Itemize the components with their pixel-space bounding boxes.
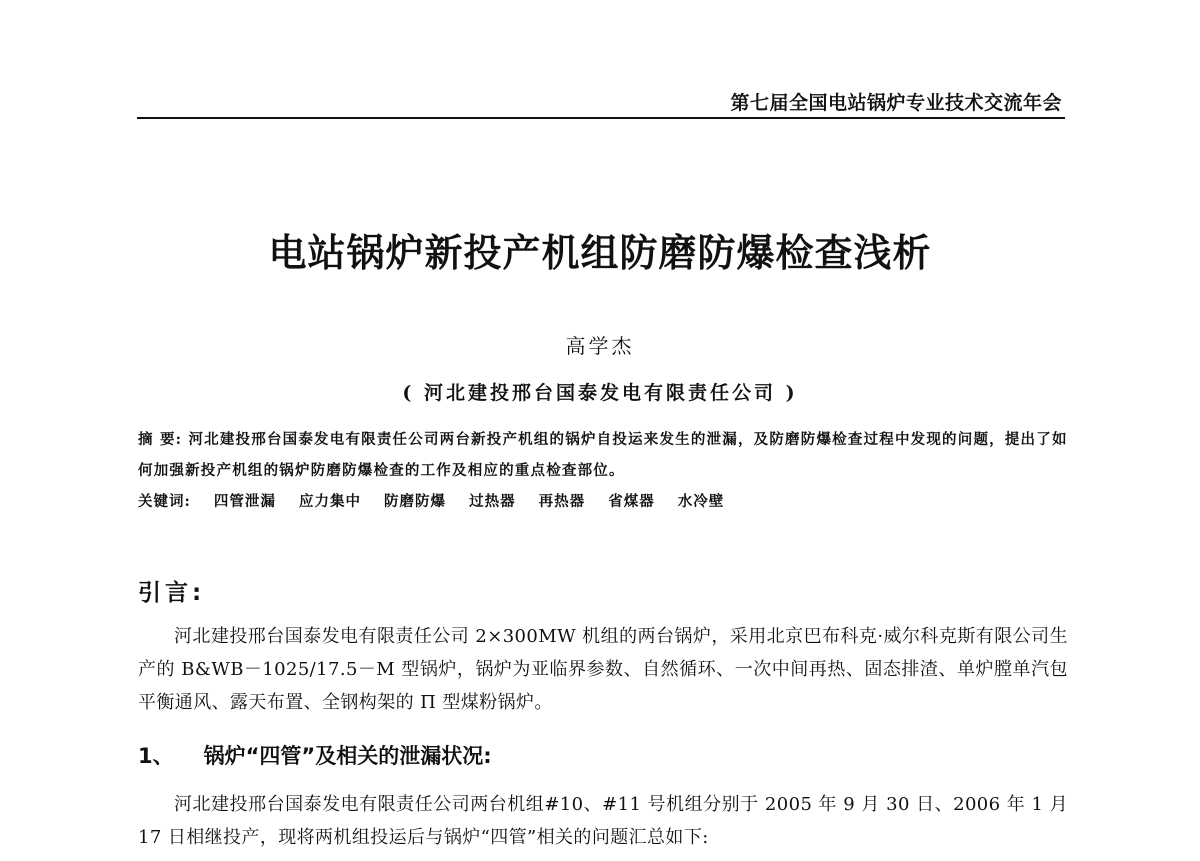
intro-heading: 引言: bbox=[138, 580, 206, 606]
section-1-paragraph: 河北建投邢台国泰发电有限责任公司两台机组#10、#11 号机组分别于 2005 年 9 月 30 日、2006 年 1 月 17 日相继投产，现将两机组投运后与锅炉“四管”相关的问题汇总如下: bbox=[138, 794, 1068, 848]
header-rule bbox=[137, 117, 1065, 119]
running-header: 第七届全国电站锅炉专业技术交流年会 bbox=[730, 92, 1062, 114]
keyword: 过热器 bbox=[469, 493, 516, 510]
keyword: 再热器 bbox=[538, 493, 586, 510]
section-1-number: 1、 bbox=[138, 744, 174, 768]
abstract bbox=[138, 424, 1068, 486]
keyword: 四管泄漏 bbox=[213, 493, 276, 510]
author-name: 高学杰 bbox=[565, 334, 635, 358]
keywords-label: 关键词: bbox=[138, 493, 191, 510]
keywords bbox=[138, 490, 1068, 511]
abstract-text: 河北建投邢台国泰发电有限责任公司两台新投产机组的锅炉自投运来发生的泄漏，及防磨防爆检查过程中发现的问题，提出了如何加强新投产机组的锅炉防磨防爆检查的工作及相应的重点检查部位。 bbox=[138, 431, 1068, 479]
abstract-label: 摘 要: bbox=[138, 431, 183, 448]
paper-title: 电站锅炉新投产机组防磨防爆检查浅析 bbox=[268, 231, 932, 275]
section-1-title: 锅炉“四管”及相关的泄漏状况: bbox=[203, 744, 492, 768]
section-1-heading bbox=[138, 740, 492, 770]
intro-paragraph: 河北建投邢台国泰发电有限责任公司 2×300MW 机组的两台锅炉，采用北京巴布科克·威尔科克斯有限公司生产的 B&WB－1025/17.5－M 型锅炉，锅炉为亚临界参数、自然循环、一次中间再热、固态排渣、单炉膛单汽包平衡通风、露天布置、全钢构架的 Π 型煤粉锅炉。 bbox=[138, 626, 1068, 713]
keyword: 防磨防爆 bbox=[384, 493, 447, 510]
keyword: 应力集中 bbox=[298, 493, 361, 510]
keyword: 水冷壁 bbox=[677, 493, 725, 510]
author-affiliation: ( 河北建投邢台国泰发电有限责任公司 ) bbox=[402, 382, 798, 404]
keyword: 省煤器 bbox=[608, 493, 655, 510]
